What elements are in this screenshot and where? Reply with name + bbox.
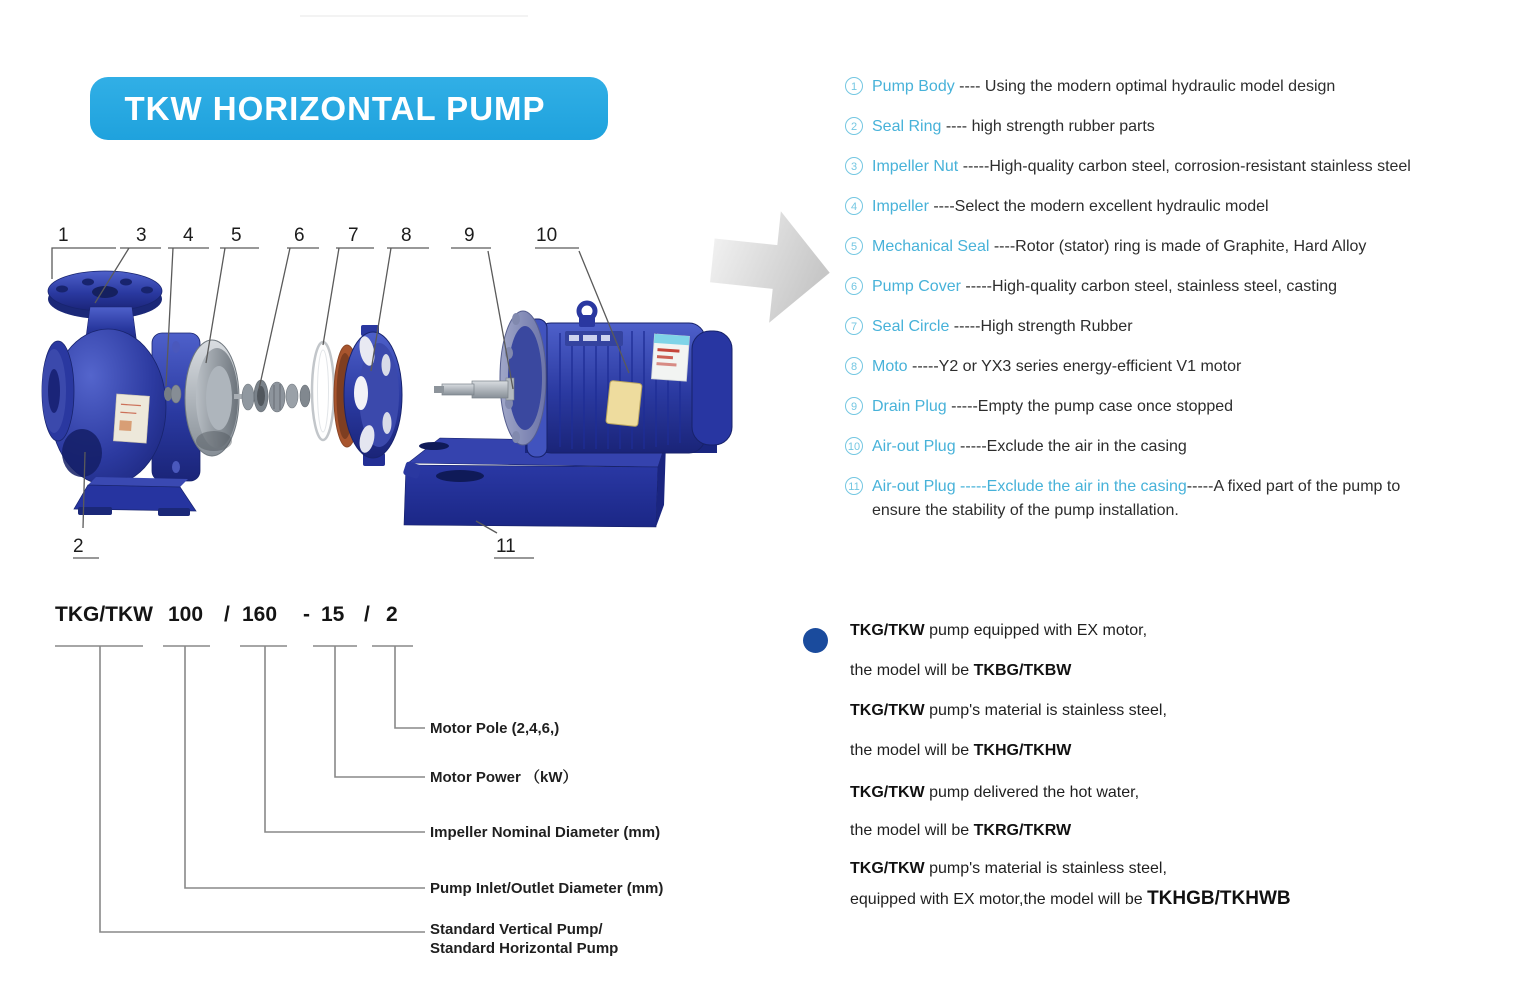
callout-10: 10 (536, 225, 558, 246)
part-description: -----Exclude the air in the casing (955, 438, 1187, 455)
motor-nameplate (651, 334, 689, 381)
variant-line (850, 742, 1071, 760)
model-code: TKBG/TKBW (973, 662, 1072, 679)
callout-3: 3 (136, 225, 147, 246)
parts-list (845, 75, 1513, 539)
model-segment-inlet: 100 (168, 603, 204, 626)
part-description: -----High-quality carbon steel, corrosion-resistant stainless steel (958, 158, 1411, 175)
callout-8: 8 (401, 225, 412, 246)
callout-11: 11 (496, 536, 516, 557)
callout-9: 9 (464, 225, 475, 246)
part-description: -----Y2 or YX3 series energy-efficient V1 motor (907, 358, 1242, 375)
part-description: -----High-quality carbon steel, stainless steel, casting (960, 278, 1338, 295)
variant-line (850, 702, 1167, 720)
parts-list-item (845, 475, 1513, 523)
label-impeller-diameter: Impeller Nominal Diameter (mm) (430, 824, 661, 841)
part-description: -----A fixed part of the pump to (1186, 478, 1401, 495)
model-separator-slash: / (224, 603, 230, 626)
callout-2: 2 (73, 536, 84, 557)
parts-list-item (845, 195, 1513, 219)
motor-shaft (434, 378, 514, 400)
parts-list-item (845, 115, 1513, 139)
model-segment-power: 15 (321, 603, 345, 626)
variant-line (850, 888, 1291, 910)
label-standard-line1: Standard Vertical Pump/ (430, 921, 603, 938)
model-separator-dash: - (303, 603, 310, 626)
circled-number: 7 (845, 317, 863, 335)
part-name: Impeller (872, 198, 929, 215)
title-banner (90, 77, 608, 140)
variant-line (850, 860, 1167, 878)
model-code: TKRG/TKRW (973, 822, 1072, 839)
part-name: Moto (872, 358, 908, 375)
bullet-dot (803, 628, 828, 653)
model-segment-series: TKG/TKW (55, 603, 153, 626)
page-top-divider (300, 15, 528, 17)
part-name: Pump Body (872, 78, 955, 95)
parts-list-item (845, 315, 1513, 339)
model-prefix: TKG/TKW (850, 860, 925, 877)
motor-illustration (434, 303, 732, 457)
pump-exploded-diagram (30, 195, 845, 575)
variant-text: pump delivered the hot water, (924, 784, 1140, 801)
callout-1: 1 (58, 225, 69, 246)
part-description: ---- high strength rubber parts (941, 118, 1155, 135)
part-name: Impeller Nut (872, 158, 959, 175)
model-code: TKHG/TKHW (973, 742, 1072, 759)
parts-list-item (845, 355, 1513, 379)
variant-line (850, 822, 1071, 840)
parts-list-item (845, 155, 1513, 179)
circled-number: 5 (845, 237, 863, 255)
part-name: Air-out Plug (872, 478, 956, 495)
page-title: TKW HORIZONTAL PUMP (124, 89, 546, 127)
label-inlet-outlet: Pump Inlet/Outlet Diameter (mm) (430, 880, 664, 897)
impeller-illustration (185, 340, 239, 456)
part-name: Drain Plug (872, 398, 947, 415)
variant-text: the model will be (850, 742, 974, 759)
label-standard-line2: Standard Horizontal Pump (430, 940, 619, 957)
variant-text: pump's material is stainless steel, (924, 702, 1167, 719)
pump-body-label (113, 394, 149, 443)
part-name: Pump Cover (872, 278, 961, 295)
variant-text: the model will be (850, 822, 974, 839)
mechanical-seal-illustration (234, 380, 310, 412)
part-description: ----Rotor (stator) ring is made of Graphite, Hard Alloy (989, 238, 1367, 255)
part-name: Seal Circle (872, 318, 950, 335)
circled-number: 9 (845, 397, 863, 415)
pump-cover-illustration (344, 325, 422, 479)
part-description: -----High strength Rubber (949, 318, 1133, 335)
impeller-nut-illustration (164, 385, 181, 403)
terminal-box-cover (606, 380, 642, 426)
part-name: Air-out Plug (872, 438, 956, 455)
variant-line (850, 662, 1071, 680)
callout-5: 5 (231, 225, 242, 246)
circled-number: 10 (845, 437, 863, 455)
circled-number: 1 (845, 77, 863, 95)
callout-7: 7 (348, 225, 359, 246)
parts-list-item (845, 235, 1513, 259)
model-prefix: TKG/TKW (850, 622, 925, 639)
circled-number: 6 (845, 277, 863, 295)
circled-number: 8 (845, 357, 863, 375)
variant-text: the model will be (850, 662, 974, 679)
circled-number: 2 (845, 117, 863, 135)
flow-arrow (706, 205, 835, 329)
part-description: ----Select the modern excellent hydraulic model (928, 198, 1269, 215)
circled-number: 3 (845, 157, 863, 175)
model-prefix: TKG/TKW (850, 784, 925, 801)
circled-number: 4 (845, 197, 863, 215)
parts-list-item (845, 395, 1513, 419)
part-description: ---- Using the modern optimal hydraulic model design (954, 78, 1336, 95)
model-segment-pole: 2 (386, 603, 398, 626)
model-code-lines (30, 590, 740, 980)
seal-circle-illustration (312, 342, 334, 440)
part-description-line2: ensure the stability of the pump installation. (872, 502, 1179, 519)
parts-list-item (845, 275, 1513, 299)
callout-6: 6 (294, 225, 305, 246)
circled-number: 11 (845, 477, 863, 495)
part-description-cyan: -----Exclude the air in the casing (955, 478, 1187, 495)
callout-4: 4 (183, 225, 194, 246)
variant-line (850, 784, 1139, 802)
model-prefix: TKG/TKW (850, 702, 925, 719)
model-code: TKHGB/TKHWB (1147, 888, 1291, 909)
variant-text: equipped with EX motor,the model will be (850, 891, 1148, 908)
variant-text: pump equipped with EX motor, (924, 622, 1148, 639)
label-motor-power: Motor Power （kW） (430, 769, 578, 786)
parts-list-item (845, 75, 1513, 99)
variant-text: pump's material is stainless steel, (924, 860, 1167, 877)
part-name: Mechanical Seal (872, 238, 990, 255)
model-segment-impeller: 160 (242, 603, 278, 626)
part-name: Seal Ring (872, 118, 942, 135)
model-separator-slash2: / (364, 603, 370, 626)
part-description: -----Empty the pump case once stopped (946, 398, 1234, 415)
variant-line (850, 622, 1147, 640)
label-standard-pump (430, 920, 618, 958)
label-motor-pole: Motor Pole (2,4,6,) (430, 720, 560, 737)
parts-list-item (845, 435, 1513, 459)
